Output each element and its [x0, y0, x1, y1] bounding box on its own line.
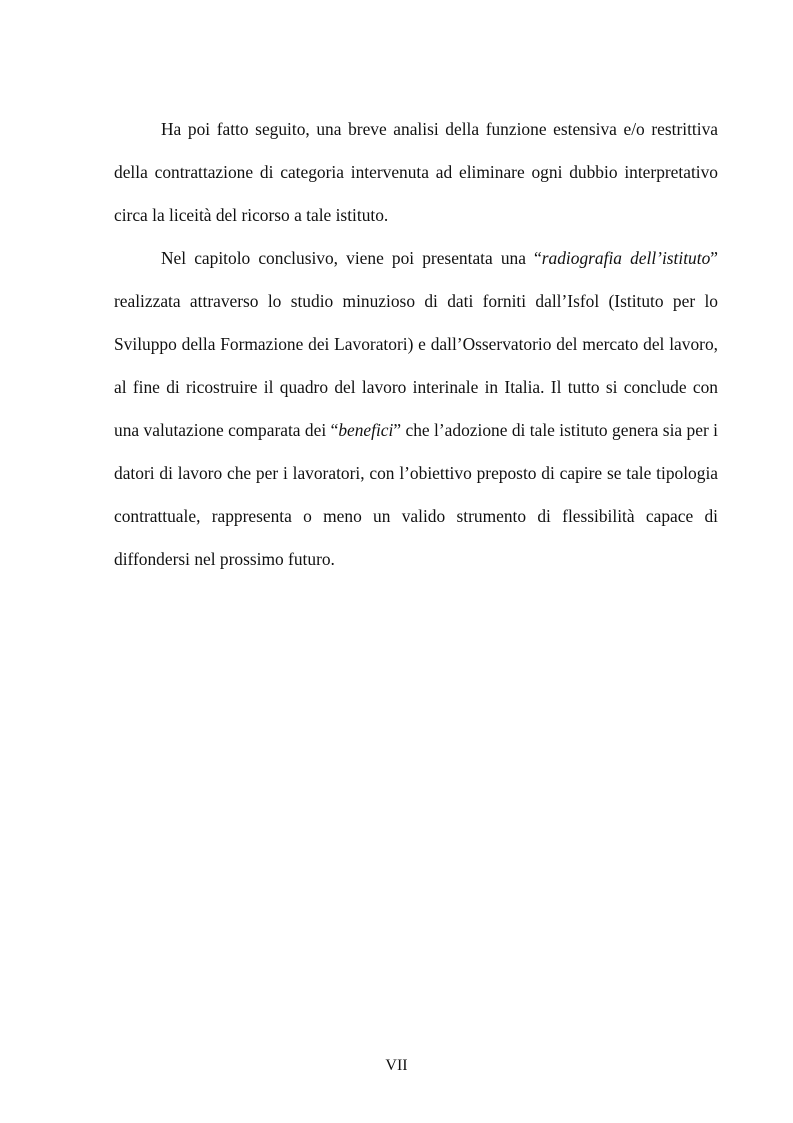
paragraph-2-text-3: ” che l’adozione di tale istituto genera sia per i datori di lavoro che per i lavoratori, con l’obiettivo preposto di capire se tale tipologia contrattuale, rappresenta o meno un valido strumento di flessibilità capace di diffondersi nel prossimo futuro. — [114, 420, 718, 569]
italic-term-benefici: benefici — [338, 420, 394, 440]
body-text — [114, 108, 718, 581]
paragraph-1 — [114, 108, 718, 237]
page-number: VII — [385, 1057, 408, 1074]
paragraph-2-text-2: ” realizzata attraverso lo studio minuzioso di dati forniti dall’Isfol (Istituto per lo Sviluppo della Formazione dei Lavoratori) e dall’Osservatorio del mercato del lavoro, al fine di ricostruire il quadro del lavoro interinale in Italia. Il tutto si conclude con una valutazione comparata dei “ — [114, 248, 718, 440]
paragraph-2-text-1: Nel capitolo conclusivo, viene poi presentata una “ — [161, 248, 542, 268]
paragraph-1-text: Ha poi fatto seguito, una breve analisi della funzione estensiva e/o restrittiva della contrattazione di categoria intervenuta ad eliminare ogni dubbio interpretativo circa la liceità del ricorso a tale istituto. — [114, 119, 718, 225]
italic-term-radiografia: radiografia dell’istituto — [541, 248, 711, 268]
paragraph-2 — [114, 237, 718, 581]
